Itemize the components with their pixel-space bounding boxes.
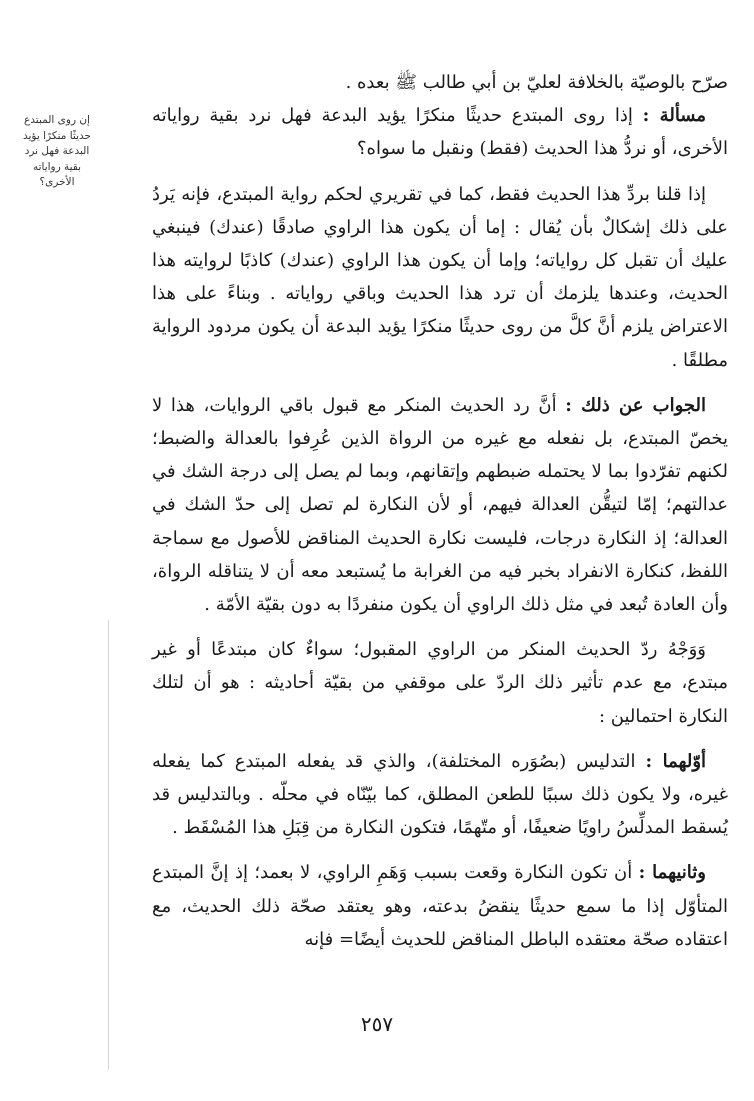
paragraph-answer — [152, 389, 728, 621]
margin-divider — [108, 620, 109, 1070]
paragraph-text: التدليس (بصُوَره المختلفة)، والذي قد يفعله المبتدع كما يفعله غيره، ولا يكون ذلك سببًا للطعن المطلق، كما بيّنّاه في محلّه . وبالتدليس قد يُسقط المدلِّسُ راويًا ضعيفًا، أو متّهمًا، فتكون النكارة من قِبَلِ هذا المُسْقَط . — [152, 750, 728, 839]
keyword-answer: الجواب عن ذلك : — [565, 394, 707, 416]
paragraph-reason — [152, 633, 728, 733]
paragraph-gap — [152, 377, 728, 389]
page-number: ٢٥٧ — [360, 1012, 394, 1036]
paragraph-text: وَوَجْهُ ردّ الحديث المنكر من الراوي المقبول؛ سواءٌ كان مبتدعًا أو غير مبتدع، مع عدم تأثير ذلك الردّ على موقفي من بقيّة أحاديثه : هو أن لتلك النكارة احتمالين : — [152, 639, 728, 727]
paragraph-text: إذا روى المبتدع حديثًا منكرًا يؤيد البدعة فهل نرد بقية رواياته الأخرى، أو نردُّ هذا الحديث (فقط) ونقبل ما سواه؟ — [152, 105, 728, 160]
keyword-question: مسألة : — [642, 105, 707, 127]
paragraph-text: صرّح بالوصيّة بالخلافة لعليّ بن أبي طالب ﷺ بعده . — [345, 72, 728, 93]
keyword-first: أوّلهما : — [645, 750, 707, 772]
paragraph-continuation — [152, 66, 728, 99]
paragraph-text: أنَّ رد الحديث المنكر مع قبول باقي الروايات، هذا لا يخصّ المبتدع، بل نفعله مع غيره من الرواة الذين عُرِفوا بالعدالة والضبط؛ لكنهم تفرّدوا بما لا يحتمله ضبطهم وإتقانهم، وبما لم يصل إلى درجة الشك في عدالتهم؛ إمّا لتيقُّن العدالة فيهم، أو لأن النكارة لم تصل إلى حدّ الشك في العدالة؛ إذ النكارة درجات، فليست نكارة الحديث المناقض للأصول مع سماجة اللفظ، كنكارة الانفراد بخبر فيه من الغرابة ما يُستبعد معه أن لا يتناقله الرواة، وأن العادة تُبعد في مثل ذلك الراوي أن يكون منفردًا به دون بقيّة الأمّة . — [152, 394, 728, 616]
paragraph-objection — [152, 178, 728, 377]
margin-note: إن روى المبتدع حديثًا منكرًا يؤيد البدعة فهل نرد بقية رواياته الأخرى؟ — [22, 114, 92, 188]
paragraph-first-possibility — [152, 745, 728, 845]
paragraph-text: إذا قلنا بردِّ هذا الحديث فقط، كما في تقريري لحكم رواية المبتدع، فإنه يَردُ على ذلك إشكالٌ بأن يُقال : إما أن يكون هذا الراوي صادقًا (عندك) فينبغي عليك أن تقبل كل رواياته؛ وإما أن يكون هذا الراوي (عندك) كاذبًا لروايته هذا الحديث، وعندها يلزمك أن ترد هذا الحديث وباقي رواياته . وبناءً على هذا الاعتراض يلزم أنَّ كلَّ من روى حديثًا منكرًا يؤيد البدعة أن يكون مردود الرواية مطلقًا . — [152, 183, 728, 371]
main-text-block — [152, 66, 728, 956]
paragraph-gap — [152, 166, 728, 178]
paragraph-gap — [152, 733, 728, 745]
paragraph-gap — [152, 844, 728, 856]
paragraph-question — [152, 99, 728, 165]
paragraph-text: أن تكون النكارة وقعت بسبب وَهَمِ الراوي، لا بعمد؛ إذ إنَّ المبتدع المتأوّل إذا ما سمع حديثًا ينقضُ بدعته، وهو يعتقد صحّة ذلك الحديث، مع اعتقاده صحّة معتقده الباطل المناقض للحديث أيضًا= فإنه — [152, 862, 728, 950]
keyword-second: وثانيهما : — [638, 862, 706, 884]
paragraph-second-possibility — [152, 856, 728, 956]
paragraph-gap — [152, 621, 728, 633]
